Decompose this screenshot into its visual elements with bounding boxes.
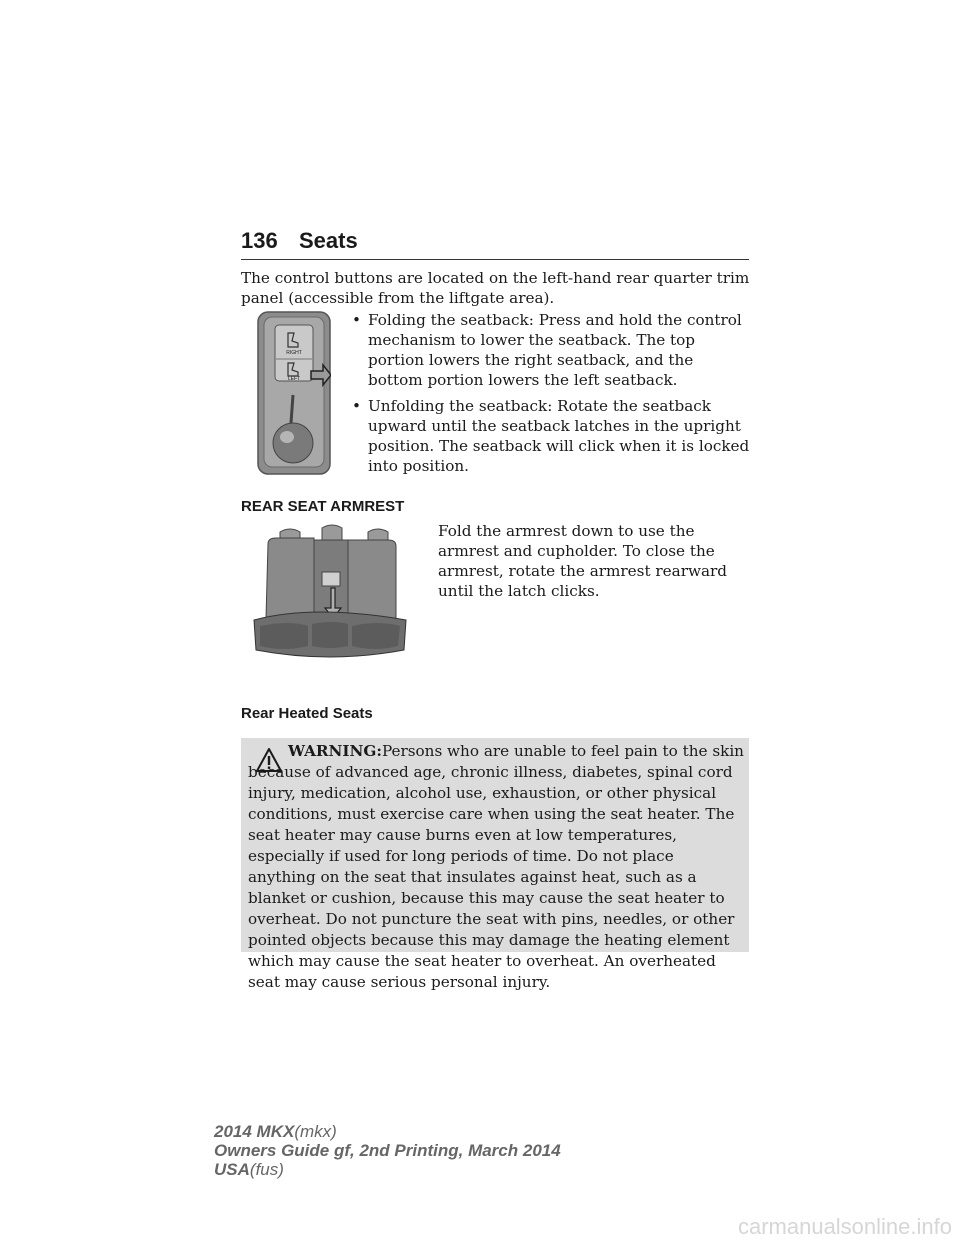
armrest-paragraph: Fold the armrest down to use the armrest and cupholder. To close the armrest, rotate the armrest rearward until the latch clicks. — [438, 522, 727, 600]
watermark — [0, 1214, 960, 1242]
warning-text — [248, 741, 746, 993]
bullet-marker: • — [352, 397, 361, 415]
warning-box — [241, 738, 749, 991]
section-title: Seats — [299, 228, 358, 253]
header-divider — [241, 259, 749, 260]
page-header — [241, 228, 749, 260]
intro-paragraph: The control buttons are located on the left-hand rear quarter trim panel (accessible from the liftgate area). — [241, 269, 750, 307]
footer-line-1 — [214, 1122, 634, 1141]
warning-lead-text: Persons who are unable to feel pain to the skin — [381, 742, 744, 760]
warning-label: WARNING: — [288, 742, 382, 760]
fold-instructions-list — [352, 310, 752, 482]
footer-line-3 — [214, 1160, 634, 1179]
document-footer — [214, 1122, 634, 1179]
footer-market-code: (fus) — [249, 1160, 284, 1179]
heated-seats-heading: Rear Heated Seats — [241, 705, 373, 722]
footer-line-2: Owners Guide gf, 2nd Printing, March 2014 — [214, 1141, 561, 1160]
left-button-label: LEFT — [287, 376, 301, 382]
armrest-heading: REAR SEAT ARMREST — [241, 498, 405, 515]
bullet-text: Folding the seatback: Press and hold the control mechanism to lower the seatback. The top portion lowers the right seatback, and the bottom portion lowers the left seatback. — [368, 311, 742, 389]
seatback-release-control-illustration — [257, 311, 331, 475]
footer-market: USA — [214, 1160, 250, 1179]
list-item — [352, 396, 752, 476]
right-button-label: RIGHT — [286, 350, 302, 356]
rear-seat-armrest-illustration — [250, 522, 410, 662]
footer-model-code: (mkx) — [294, 1122, 337, 1141]
watermark-text: carmanualsonline.info — [737, 1214, 952, 1239]
page-number: 136 — [241, 228, 278, 253]
warning-first-line — [248, 741, 746, 762]
bullet-marker: • — [352, 311, 361, 329]
footer-model: 2014 MKX — [214, 1122, 295, 1141]
warning-body: because of advanced age, chronic illness, diabetes, spinal cord injury, medication, alcohol use, exhaustion, or other physical conditions, must exercise care when using the seat heater. The seat heater may cause burns even at low temperatures, especially if used for long periods of time. Do not place anything on the seat that insulates against heat, such as a blanket or cushion, because this may cause the seat heater to overheat. Do not puncture the seat with pins, needles, or other pointed objects because this may damage the heating element which may cause the seat heater to overheat. An overheated seat may cause serious personal injury. — [248, 763, 735, 991]
list-item — [352, 310, 752, 390]
bullet-text: Unfolding the seatback: Rotate the seatback upward until the seatback latches in the upright position. The seatback will click when it is locked into position. — [368, 397, 750, 475]
